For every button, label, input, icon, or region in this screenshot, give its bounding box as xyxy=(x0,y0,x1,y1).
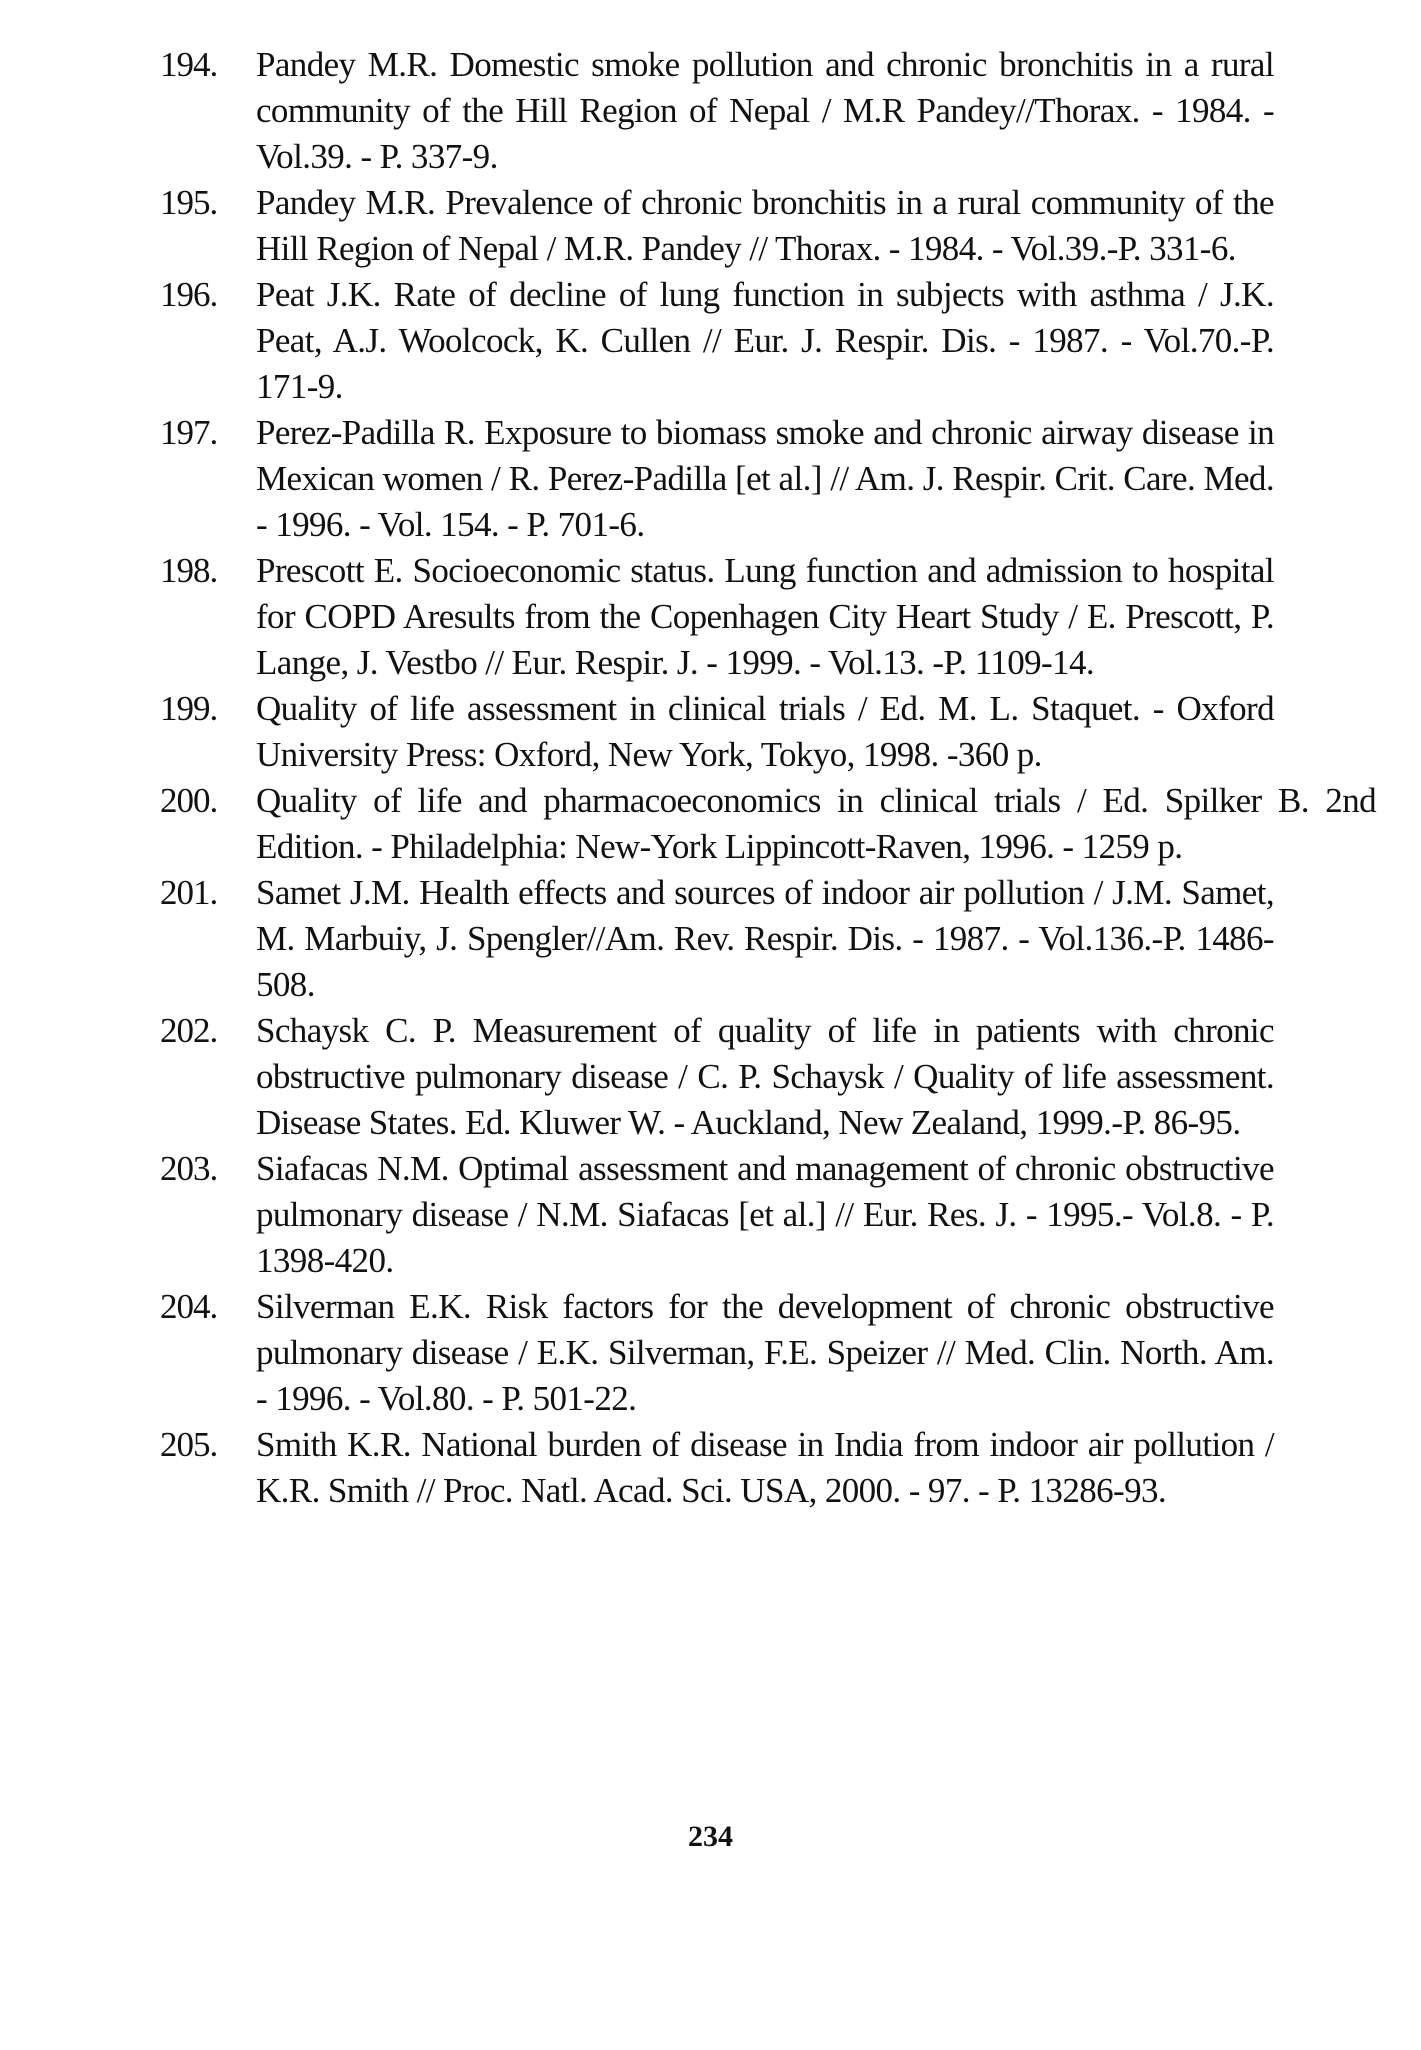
reference-item xyxy=(160,1284,1280,1422)
reference-item xyxy=(160,410,1280,548)
reference-text: Quality of life assessment in clinical trials / Ed. M. L. Staquet. - Oxford University Press: Oxford, New York, Tokyo, 1998. -360 p. xyxy=(256,689,1274,774)
reference-item xyxy=(160,1146,1280,1284)
reference-item xyxy=(160,548,1280,686)
reference-item xyxy=(160,180,1280,272)
reference-list xyxy=(160,42,1376,1514)
reference-number: 204. xyxy=(160,1287,218,1326)
reference-number: 202. xyxy=(160,1011,218,1050)
reference-text: Smith K.R. National burden of disease in India from indoor air pollution / K.R. Smith // Proc. Natl. Acad. Sci. USA, 2000. - 97. - P. 13286-93. xyxy=(256,1425,1274,1510)
reference-number: 203. xyxy=(160,1149,218,1188)
reference-number: 199. xyxy=(160,689,218,728)
reference-item xyxy=(160,870,1280,1008)
reference-text: Pandey M.R. Domestic smoke pollution and chronic bronchitis in a rural community of the Hill Region of Nepal / M.R Pandey//Thorax. - 1984. - Vol.39. - P. 337-9. xyxy=(256,45,1274,176)
reference-number: 197. xyxy=(160,413,218,452)
reference-text: Silverman E.K. Risk factors for the development of chronic obstructive pulmonary disease / E.K. Silverman, F.E. Speizer // Med. Clin. North. Am. - 1996. - Vol.80. - P. 501-22. xyxy=(256,1287,1274,1418)
reference-text: Peat J.K. Rate of decline of lung function in subjects with asthma / J.K. Peat, A.J. Woolcock, K. Cullen // Eur. J. Respir. Dis. - 1987. - Vol.70.-P. 171-9. xyxy=(256,275,1274,406)
reference-text: Pandey M.R. Prevalence of chronic bronchitis in a rural community of the Hill Region of Nepal / M.R. Pandey // Thorax. - 1984. - Vol.39.-P. 331-6. xyxy=(256,183,1274,268)
reference-number: 196. xyxy=(160,275,218,314)
reference-text: Schaysk C. P. Measurement of quality of life in patients with chronic obstructive pulmonary disease / C. P. Schaysk / Quality of life assessment. Disease States. Ed. Kluwer W. - Auckland, New Zealand, 1999.-P. 86-95. xyxy=(256,1011,1274,1142)
reference-text: Quality of life and pharmacoeconomics in clinical trials / Ed. Spilker B. 2nd Edition. - Philadelphia: New-York Lippincott-Raven, 1996. - 1259 p. xyxy=(256,781,1376,866)
reference-text: Samet J.M. Health effects and sources of indoor air pollution / J.M. Samet, M. Marbuiy, J. Spengler//Am. Rev. Respir. Dis. - 1987. - Vol.136.-P. 1486-508. xyxy=(256,873,1274,1004)
reference-text: Prescott E. Socioeconomic status. Lung function and admission to hospital for COPD Aresults from the Copenhagen City Heart Study / E. Prescott, P. Lange, J. Vestbo // Eur. Respir. J. - 1999. - Vol.13. -P. 1109-14. xyxy=(256,551,1274,682)
reference-item xyxy=(160,42,1280,180)
reference-item xyxy=(160,1422,1280,1514)
reference-item xyxy=(160,686,1280,778)
reference-item xyxy=(160,778,1376,870)
reference-item xyxy=(160,1008,1280,1146)
reference-number: 205. xyxy=(160,1425,218,1464)
reference-item xyxy=(160,272,1280,410)
reference-number: 201. xyxy=(160,873,218,912)
page-number: 234 xyxy=(688,1820,733,1853)
reference-number: 198. xyxy=(160,551,218,590)
reference-text: Siafacas N.M. Optimal assessment and management of chronic obstructive pulmonary disease / N.M. Siafacas [et al.] // Eur. Res. J. - 1995.- Vol.8. - P. 1398-420. xyxy=(256,1149,1274,1280)
reference-text: Perez-Padilla R. Exposure to biomass smoke and chronic airway disease in Mexican women / R. Perez-Padilla [et al.] // Am. J. Respir. Crit. Care. Med. - 1996. - Vol. 154. - P. 701-6. xyxy=(256,413,1274,544)
reference-number: 194. xyxy=(160,45,218,84)
reference-number: 195. xyxy=(160,183,218,222)
reference-number: 200. xyxy=(160,781,218,820)
